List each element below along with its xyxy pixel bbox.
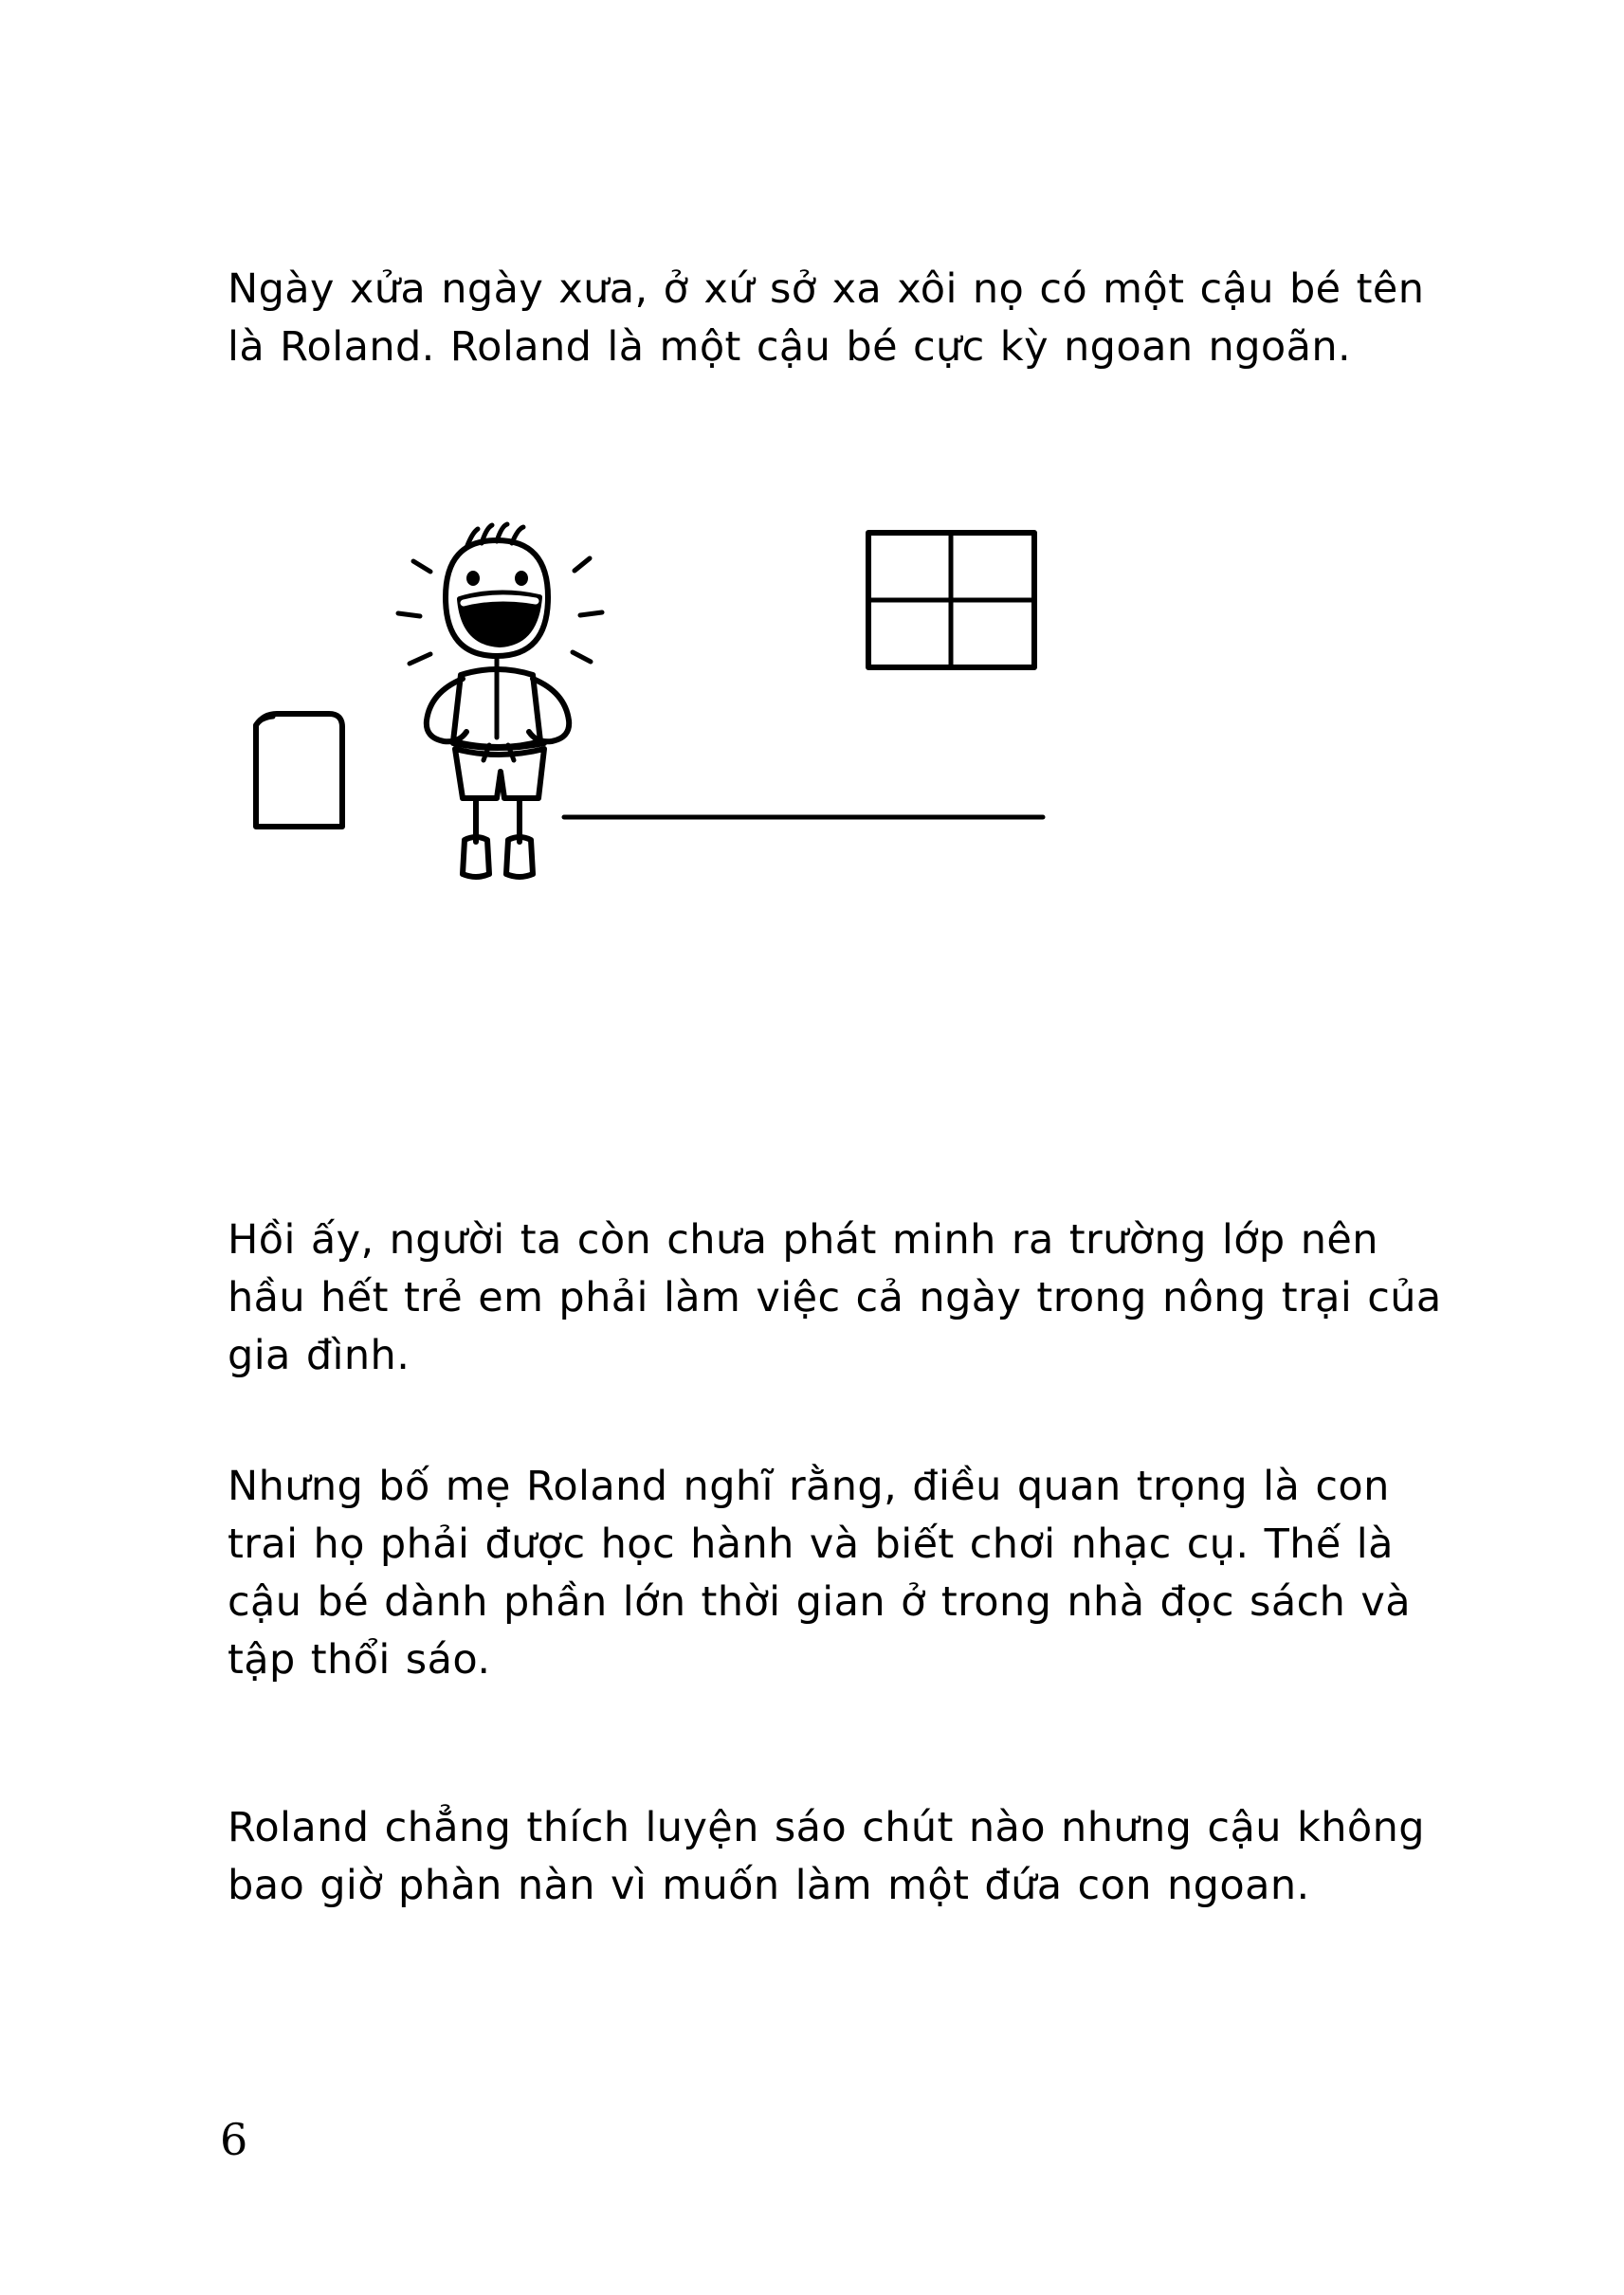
paragraph-3: Nhưng bố mẹ Roland nghĩ rằng, điều quan trọng là con trai họ phải được học hành và biết chơi nhạc cụ. Thế là cậu bé dành phần lớn thời gian ở trong nhà đọc sách và tập thổi sáo.: [228, 1463, 1411, 1685]
window-icon: [868, 533, 1034, 667]
boy-shorts: [455, 749, 544, 798]
joy-lines-left: [398, 561, 430, 664]
boy-head: [446, 524, 548, 656]
sofa-shape: [256, 714, 342, 827]
paragraph-2: Hồi ấy, người ta còn chưa phát minh ra trường lớp nên hầu hết trẻ em phải làm việc cả ngày trong nông trại của gia đình.: [228, 1216, 1442, 1380]
boy-boots: [463, 837, 533, 877]
illustration-boy-standing-in-room: [228, 512, 1451, 910]
joy-lines-right: [573, 558, 602, 662]
paragraph-4: Roland chẳng thích luyện sáo chút nào nhưng cậu không bao giờ phàn nàn vì muốn làm một đứa con ngoan.: [228, 1804, 1425, 1910]
illustration-svg: [228, 512, 1451, 910]
page-content: [228, 0, 1451, 2295]
paragraph-1: Ngày xửa ngày xưa, ở xứ sở xa xôi nọ có một cậu bé tên là Roland. Roland là một cậu bé cực kỳ ngoan ngoãn.: [228, 265, 1425, 372]
boy-torso: [427, 669, 569, 747]
page-number: 6: [220, 2114, 248, 2165]
